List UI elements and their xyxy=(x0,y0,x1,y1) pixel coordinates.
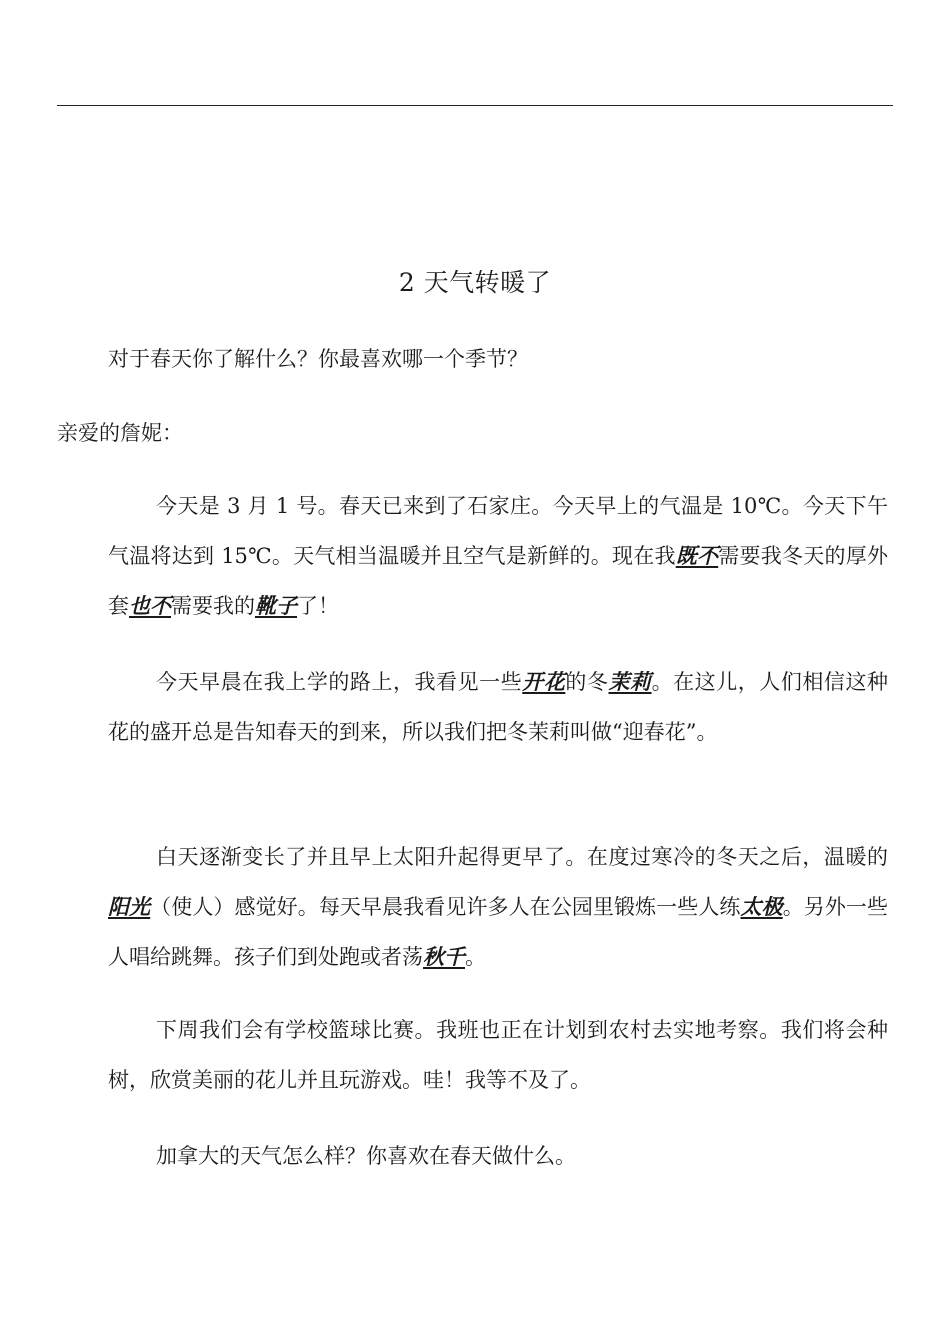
paragraph-text: 今天是 3 月 1 号。春天已来到了石家庄。今天早上的气温是 10℃。今天下午气温将达到 15℃。天气相当温暖并且空气是新鲜的。现在我 xyxy=(108,494,888,568)
letter-greeting: 亲爱的詹妮： xyxy=(57,421,183,445)
paragraph-text: 加拿大的天气怎么样？你喜欢在春天做什么。 xyxy=(156,1144,576,1168)
paragraph-text: 下周我们会有学校篮球比赛。我班也正在计划到农村去实地考察。我们将会种树，欣赏美丽的花儿并且玩游戏。哇！我等不及了。 xyxy=(108,1018,888,1092)
paragraph-text: 。 xyxy=(465,945,486,969)
paragraph-4 xyxy=(108,1005,888,1105)
keyword: 茉莉 xyxy=(608,669,652,694)
paragraph-text: 今天早晨在我上学的路上，我看见一些 xyxy=(156,670,523,694)
page-title: 2 天气转暖了 xyxy=(398,268,552,297)
paragraph-text: 需要我冬天的厚外套 xyxy=(108,544,889,618)
keyword: 秋千 xyxy=(423,944,465,969)
keyword: 也不 xyxy=(129,593,171,618)
paragraph-1 xyxy=(108,481,888,631)
paragraph-text: 需要我的 xyxy=(171,594,255,618)
keyword: 阳光 xyxy=(108,894,151,919)
keyword: 既不 xyxy=(675,543,719,568)
paragraph-text: 了！ xyxy=(297,594,339,618)
paragraph-2 xyxy=(108,657,888,757)
keyword: 开花 xyxy=(522,669,566,694)
paragraph-5 xyxy=(108,1131,888,1181)
paragraph-text: 白天逐渐变长了并且早上太阳升起得更早了。在度过寒冷的冬天之后，温暖的 xyxy=(156,845,888,869)
paragraph-text: （使人）感觉好。每天早晨我看见许多人在公园里锻炼一些人练 xyxy=(150,895,741,919)
header-rule xyxy=(57,105,893,106)
paragraph-text: 的冬 xyxy=(565,670,609,694)
paragraph-text: 。在这儿，人们相信这种花的盛开总是告知春天的到来，所以我们把冬茉莉叫做“迎春花”。 xyxy=(108,670,889,744)
paragraph-text: 。另外一些人唱给跳舞。孩子们到处跑或者荡 xyxy=(108,895,889,969)
keyword: 太极 xyxy=(740,894,783,919)
keyword: 靴子 xyxy=(255,593,297,618)
paragraph-3 xyxy=(108,832,888,982)
intro-question: 对于春天你了解什么？你最喜欢哪一个季节？ xyxy=(108,347,528,371)
